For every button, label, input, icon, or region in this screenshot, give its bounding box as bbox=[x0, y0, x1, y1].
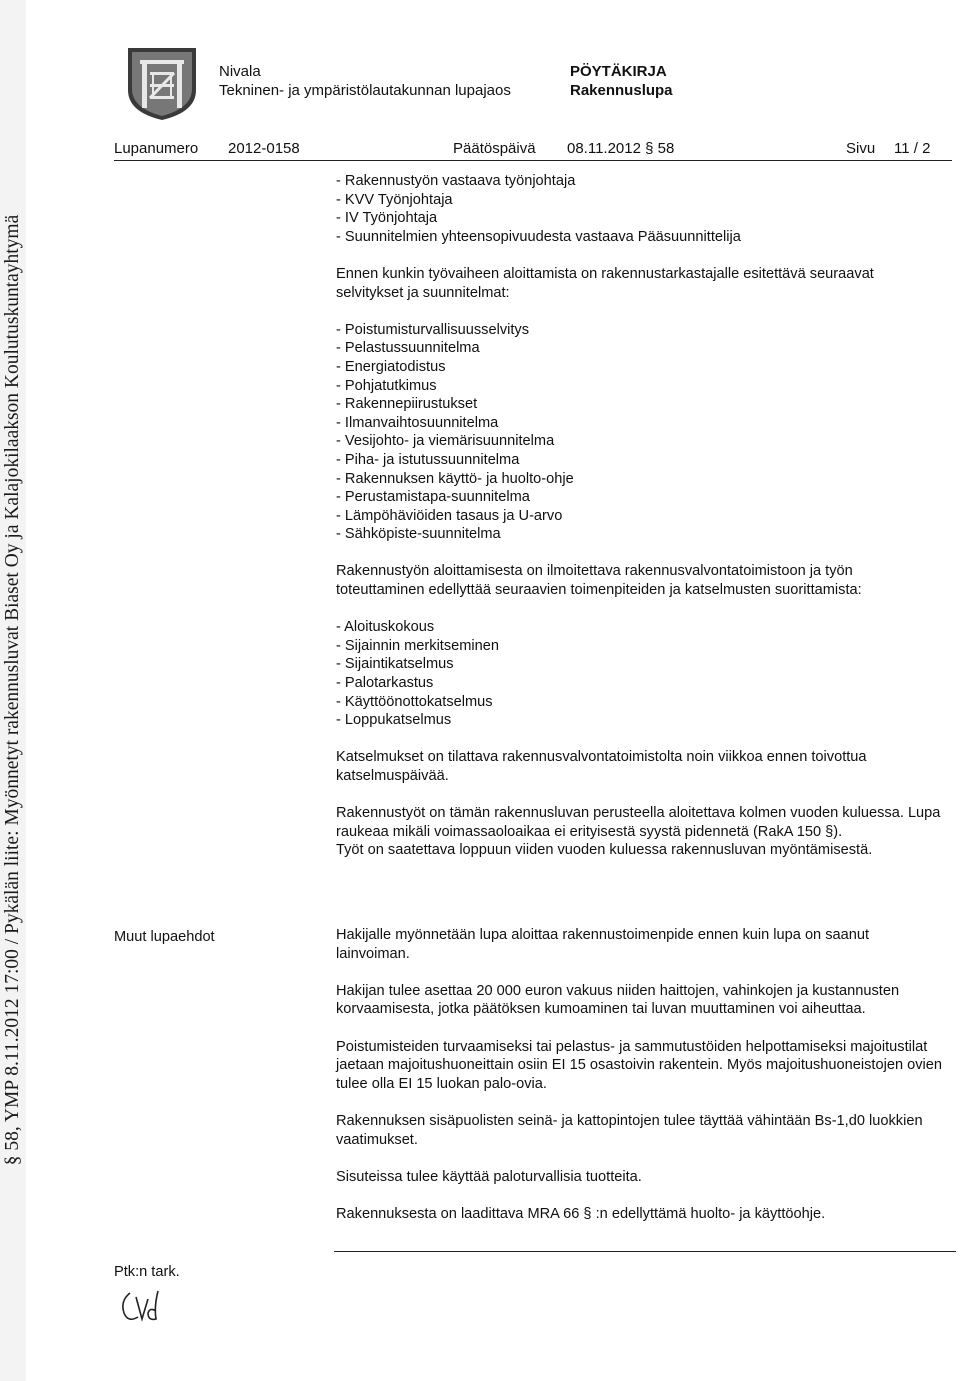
handwritten-initials bbox=[118, 1287, 166, 1327]
footer-divider bbox=[334, 1251, 956, 1252]
page-number: 11 / 2 bbox=[894, 140, 931, 157]
list-item: - Rakennuksen käyttö- ja huolto-ohje bbox=[336, 470, 574, 487]
condition-paragraph: Rakennuksen sisäpuolisten seinä- ja kattopintojen tulee täyttää vähintään Bs-1,d0 luokkien vaatimukset. bbox=[336, 1112, 923, 1148]
side-stamp bbox=[0, 0, 26, 1381]
list-item: - Energiatodistus bbox=[336, 358, 446, 375]
list-item: - Palotarkastus bbox=[336, 675, 434, 692]
minutes-check-label: Ptk:n tark. bbox=[114, 1264, 180, 1280]
document-subtype: Rakennuslupa bbox=[570, 82, 673, 99]
list-item: - Sijainnin merkitseminen bbox=[336, 637, 500, 654]
inspections-order: Katselmukset on tilattava rakennusvalvontatoimistolta noin viikkoa ennen toivottua katselmuspäivää. bbox=[336, 749, 867, 784]
condition-paragraph: Sisuteissa tulee käyttää paloturvallisia tuotteita. bbox=[336, 1168, 642, 1185]
list-item: - Pohjatutkimus bbox=[336, 377, 437, 394]
list-item: - Sijaintikatselmus bbox=[336, 656, 454, 673]
list-item: - Piha- ja istutussuunnitelma bbox=[336, 451, 520, 468]
condition-paragraph: Poistumisteiden turvaamiseksi tai pelastus- ja sammutustöiden helpottamiseksi majoitustilat jaetaan majoitushuoneittain osiin EI 15 osastoivin rakentein. Myös majoitushuoneistojen ovien tulee olla EI 15 luokan palo-ovia. bbox=[336, 1038, 943, 1092]
list-item: - Rakennepiirustukset bbox=[336, 396, 478, 413]
condition-paragraph: Hakijalle myönnetään lupa aloittaa rakennustoimenpide ennen kuin lupa on saanut lainvoiman. bbox=[336, 927, 870, 962]
other-conditions bbox=[336, 926, 942, 1224]
condition-paragraph: Rakennuksesta on laadittava MRA 66 § :n edellyttämä huolto- ja käyttöohje. bbox=[336, 1205, 826, 1222]
main-conditions bbox=[336, 172, 942, 860]
start-deadline: Rakennustyöt on tämän rakennusluvan perusteella aloitettava kolmen vuoden kuluessa. Lupa raukeaa mikäli voimassaoloaikaa ei erityisestä syystä pidennetä (RakA 150 §). bbox=[336, 805, 941, 840]
header-divider bbox=[114, 160, 952, 161]
list-item: - Poistumisturvallisuusselvitys bbox=[336, 321, 530, 338]
list-item: - Aloituskokous bbox=[336, 619, 435, 636]
permit-number: 2012-0158 bbox=[228, 140, 300, 157]
list-item: - Perustamistapa-suunnitelma bbox=[336, 489, 530, 506]
condition-paragraph: Hakijan tulee asettaa 20 000 euron vakuus niiden haittojen, vahinkojen ja kustannusten korvaamisesta, jotka päätöksen kumoaminen tai luvan muuttaminen voi aiheuttaa. bbox=[336, 982, 900, 1018]
list-item: - Käyttöönottokatselmus bbox=[336, 693, 493, 710]
list-item: - Suunnitelmien yhteensopivuudesta vastaava Pääsuunnittelija bbox=[336, 228, 741, 245]
document-type: PÖYTÄKIRJA bbox=[570, 63, 667, 80]
page-label: Sivu bbox=[846, 140, 876, 157]
finish-deadline: Työt on saatettava loppuun viiden vuoden kuluessa rakennusluvan myöntämisestä. bbox=[336, 842, 873, 859]
municipal-crest-icon bbox=[126, 46, 198, 122]
list-item: - Loppukatselmus bbox=[336, 712, 452, 729]
decision-date-label: Päätöspäivä bbox=[453, 140, 536, 157]
decision-date: 08.11.2012 § 58 bbox=[567, 140, 675, 157]
list-item: - Pelastussuunnitelma bbox=[336, 340, 480, 357]
list-item: - Ilmanvaihtosuunnitelma bbox=[336, 414, 499, 431]
board-name: Tekninen- ja ympäristölautakunnan lupajaos bbox=[219, 82, 511, 99]
list-item: - Rakennustyön vastaava työnjohtaja bbox=[336, 173, 576, 189]
list-item: - Lämpöhäviöiden tasaus ja U-arvo bbox=[336, 507, 563, 524]
list-item: - Vesijohto- ja viemärisuunnitelma bbox=[336, 433, 555, 450]
list-item: - Sähköpiste-suunnitelma bbox=[336, 526, 501, 543]
inspections-intro: Rakennustyön aloittamisesta on ilmoitettava rakennusvalvontatoimistoon ja työn toteuttaminen edellyttää seuraavien toimenpiteiden ja katselmusten suorittamista: bbox=[336, 563, 862, 599]
municipality-name: Nivala bbox=[219, 63, 261, 80]
other-conditions-label: Muut lupaehdot bbox=[114, 929, 215, 945]
permit-number-label: Lupanumero bbox=[114, 140, 199, 157]
list-item: - KVV Työnjohtaja bbox=[336, 191, 453, 208]
list-item: - IV Työnjohtaja bbox=[336, 210, 438, 227]
plans-intro: Ennen kunkin työvaiheen aloittamista on rakennustarkastajalle esitettävä seuraavat selvitykset ja suunnitelmat: bbox=[336, 265, 874, 301]
side-stamp-text: § 58, YMP 8.11.2012 17:00 / Pykälän liite: Myönnetyt rakennusluvat Biaset Oy ja Kalajokilaakson Koulutuskuntayhtymä bbox=[2, 214, 23, 1166]
